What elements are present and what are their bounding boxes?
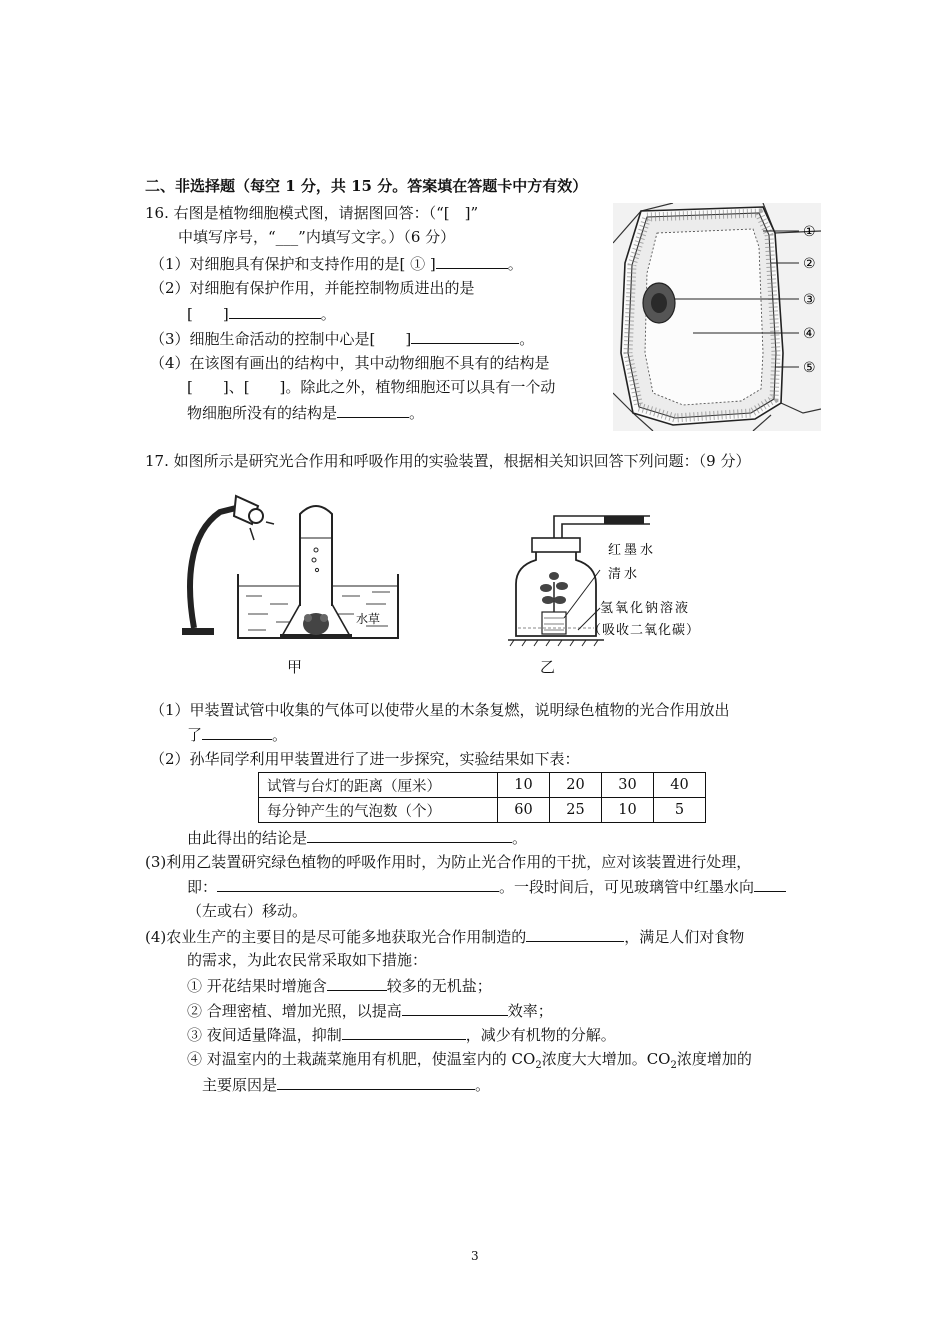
plant-label: 水草 bbox=[356, 612, 381, 626]
yi-label-co2: （吸收二氧化碳） bbox=[588, 623, 701, 638]
measure-4-text2: 主要原因是 bbox=[202, 1076, 278, 1094]
q16-part4-line3 bbox=[187, 402, 424, 423]
table-cell: 25 bbox=[550, 798, 602, 823]
q17-part2-text: 由此得出的结论是 bbox=[187, 829, 308, 847]
q16-part2: （2）对细胞有保护作用，并能控制物质进出的是 bbox=[150, 279, 475, 297]
table-cell: 40 bbox=[654, 773, 706, 798]
q16-part3-end: 。 bbox=[519, 330, 535, 348]
q17-part3-line3: （左或右）移动。 bbox=[187, 902, 308, 920]
table-row bbox=[259, 773, 706, 798]
q17-part2: （2）孙华同学利用甲装置进行了进一步探究，实验结果如下表： bbox=[150, 750, 580, 768]
caption-yi: 乙 bbox=[540, 658, 556, 676]
measure-1-end: 较多的无机盐； bbox=[386, 977, 492, 995]
q17-part3: (3)利用乙装置研究绿色植物的呼吸作用时，为防止光合作用的干扰，应对该装置进行处理， bbox=[145, 853, 752, 871]
q17-part4-end: ，满足人们对食物 bbox=[624, 928, 745, 946]
q16-part3-text: （3）细胞生命活动的控制中心是[ ] bbox=[150, 330, 412, 348]
q16-part4-text: 物细胞所没有的结构是 bbox=[187, 404, 338, 422]
q16-part2-bracket: [ ] bbox=[187, 305, 229, 323]
q16-stem-line1: 16. 右图是植物细胞模式图，请据图回答：（“[ ]” bbox=[145, 204, 479, 222]
table-row bbox=[259, 798, 706, 823]
answer-blank bbox=[327, 975, 387, 991]
table-cell: 30 bbox=[602, 773, 654, 798]
measure-1 bbox=[187, 975, 492, 996]
cell-label-3: ③ bbox=[803, 292, 816, 308]
q16-part4-end: 。 bbox=[409, 404, 425, 422]
yi-label-red-ink: 红墨水 bbox=[608, 543, 657, 558]
measure-3 bbox=[187, 1024, 616, 1045]
answer-blank bbox=[229, 303, 321, 319]
q17-part1: （1）甲装置试管中收集的气体可以使带火星的木条复燃，说明绿色植物的光合作用放出 bbox=[150, 701, 730, 719]
q17-part4 bbox=[145, 926, 744, 947]
yi-label-water: 清水 bbox=[608, 567, 641, 582]
answer-blank bbox=[411, 328, 519, 344]
q17-part1-text: 了 bbox=[187, 726, 203, 744]
table-row-header: 试管与台灯的距离（厘米） bbox=[259, 773, 498, 798]
answer-blank bbox=[307, 827, 512, 843]
page-number: 3 bbox=[471, 1249, 479, 1263]
q17-part3-line2 bbox=[187, 876, 786, 897]
q17-part4-text: (4)农业生产的主要目的是尽可能多地获取光合作用制造的 bbox=[145, 928, 527, 946]
table-cell: 10 bbox=[602, 798, 654, 823]
q17-part1-line2 bbox=[187, 724, 287, 745]
measure-4 bbox=[187, 1049, 752, 1076]
answer-blank bbox=[202, 724, 272, 740]
answer-blank bbox=[342, 1024, 466, 1040]
measure-4-text: ④ 对温室内的土栽蔬菜施用有机肥，使温室内的 CO bbox=[187, 1050, 536, 1068]
measure-4-end2: 。 bbox=[475, 1076, 491, 1094]
apparatus-jia bbox=[176, 494, 404, 680]
subscript: 2 bbox=[535, 1060, 542, 1071]
table-cell: 10 bbox=[498, 773, 550, 798]
measure-4-end: 浓度增加的 bbox=[676, 1050, 752, 1068]
section-title: 二、非选择题（每空 1 分，共 15 分。答案填在答题卡中方有效） bbox=[145, 177, 588, 195]
measure-3-end: ，减少有机物的分解。 bbox=[465, 1026, 616, 1044]
answer-blank bbox=[526, 926, 624, 942]
answer-blank bbox=[277, 1074, 475, 1090]
answer-blank bbox=[217, 876, 499, 892]
table-cell: 5 bbox=[654, 798, 706, 823]
measure-2-end: 效率； bbox=[507, 1002, 553, 1020]
q17-part2-conclusion bbox=[187, 827, 527, 848]
q17-stem: 17. 如图所示是研究光合作用和呼吸作用的实验装置，根据相关知识回答下列问题：（9 分） bbox=[145, 452, 751, 470]
answer-blank bbox=[436, 253, 508, 269]
answer-blank bbox=[754, 876, 786, 892]
q16-stem-line2: 中填写序号，“___”内填写文字。）（6 分） bbox=[178, 228, 456, 246]
subscript: 2 bbox=[670, 1060, 677, 1071]
q16-part1-end: 。 bbox=[507, 255, 523, 273]
q16-part3 bbox=[150, 328, 534, 349]
q16-part4: （4）在该图有画出的结构中，其中动物细胞不具有的结构是 bbox=[150, 354, 550, 372]
q16-part1 bbox=[150, 253, 523, 274]
table-cell: 20 bbox=[550, 773, 602, 798]
yi-label-naoh: 氢氧化钠溶液 bbox=[600, 601, 691, 616]
measure-2-text: ② 合理密植、增加光照，以提高 bbox=[187, 1002, 402, 1020]
measure-4-line2 bbox=[202, 1074, 490, 1095]
cell-label-2: ② bbox=[803, 256, 816, 272]
table-row-header: 每分钟产生的气泡数（个） bbox=[259, 798, 498, 823]
cell-label-4: ④ bbox=[803, 326, 816, 342]
answer-blank bbox=[402, 1000, 508, 1016]
apparatus-yi bbox=[508, 508, 748, 658]
plant-cell-diagram bbox=[613, 203, 821, 431]
measure-2 bbox=[187, 1000, 553, 1021]
table-cell: 60 bbox=[498, 798, 550, 823]
measure-4-mid: 浓度大大增加。CO bbox=[541, 1050, 671, 1068]
q16-part4-line2: [ ]、[ ]。除此之外，植物细胞还可以具有一个动 bbox=[187, 378, 556, 396]
cell-label-5: ⑤ bbox=[803, 360, 816, 376]
q17-part3-mid: 。一段时间后，可见玻璃管中红墨水向 bbox=[499, 878, 755, 896]
q16-part2-end: 。 bbox=[320, 305, 336, 323]
caption-jia: 甲 bbox=[287, 658, 303, 676]
experiment-table bbox=[258, 772, 706, 823]
measure-3-text: ③ 夜间适量降温，抑制 bbox=[187, 1026, 342, 1044]
q17-part4-line2: 的需求，为此农民常采取如下措施： bbox=[187, 951, 428, 969]
q16-part2-line2 bbox=[187, 303, 336, 324]
q16-part1-text: （1）对细胞具有保护和支持作用的是[ ① ] bbox=[150, 255, 436, 273]
q17-part3-text: 即： bbox=[187, 878, 218, 896]
answer-blank bbox=[337, 402, 409, 418]
measure-1-text: ① 开花结果时增施含 bbox=[187, 977, 327, 995]
q17-part2-end: 。 bbox=[512, 829, 528, 847]
q17-part1-end: 。 bbox=[272, 726, 288, 744]
cell-label-1: ① bbox=[803, 224, 816, 240]
